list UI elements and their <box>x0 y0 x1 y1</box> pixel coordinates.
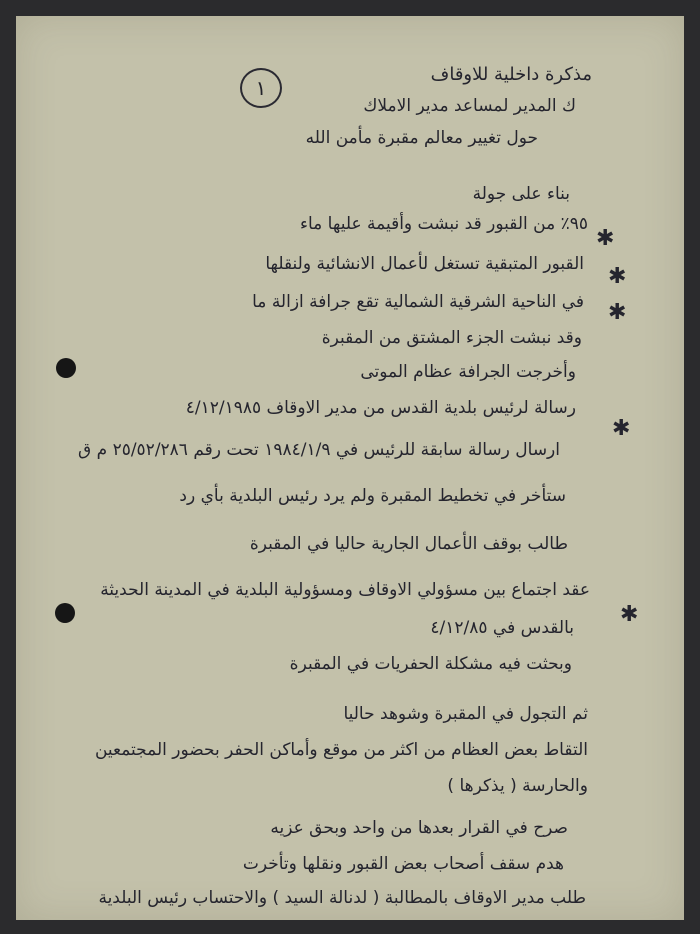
text-line: بالقدس في ٤/١٢/٨٥ <box>430 618 574 638</box>
text-line: والحارسة ( يذكرها ) <box>447 776 588 796</box>
memo-title: مذكرة داخلية للاوقاف <box>430 64 592 85</box>
bullet-mark: ✱ <box>620 602 639 627</box>
punch-hole <box>55 603 75 623</box>
text-line: طالب بوقف الأعمال الجارية حاليا في المقبرة <box>249 534 568 554</box>
page-number: ١ <box>240 68 282 108</box>
text-line: وبحثت فيه مشكلة الحفريات في المقبرة <box>289 654 572 674</box>
text-line: وأخرجت الجرافة عظام الموتى <box>360 362 576 382</box>
bullet-text: عقد اجتماع بين مسؤولي الاوقاف ومسؤولية البلدية في المدينة الحديثة <box>100 580 590 600</box>
text-line: طلب مدير الاوقاف بالمطالبة ( لدنالة السيد ) والاحتساب رئيس البلدية <box>98 888 586 908</box>
punch-hole <box>56 358 76 378</box>
text-line: صرح في القرار بعدها من واحد وبحق عزيه <box>270 818 568 838</box>
intro-line: بناء على جولة <box>472 184 570 204</box>
memo-subject: حول تغيير معالم مقبرة مأمن الله <box>305 128 538 148</box>
bullet-text: ٩٥٪ من القبور قد نبشت وأقيمة عليها ماء <box>300 214 588 234</box>
bullet-mark: ✱ <box>608 300 627 325</box>
bullet-mark: ✱ <box>596 226 615 251</box>
text-line: ستأخر في تخطيط المقبرة ولم يرد رئيس البلدية بأي رد <box>179 486 566 506</box>
bullet-mark: ✱ <box>612 416 631 441</box>
text-line: هدم سقف أصحاب بعض القبور ونقلها وتأخرت <box>242 854 564 874</box>
memo-recipient: ك المدير لمساعد مدير الاملاك <box>363 96 576 116</box>
text-line: التقاط بعض العظام من اكثر من موقع وأماكن الحفر بحضور المجتمعين <box>94 740 588 760</box>
bullet-text: رسالة لرئيس بلدية القدس من مدير الاوقاف ٤/١٢/١٩٨٥ <box>185 398 576 418</box>
text-line: وقد نبشت الجزء المشتق من المقبرة <box>321 328 582 348</box>
text-line: ثم التجول في المقبرة وشوهد حاليا <box>343 704 588 724</box>
bullet-mark: ✱ <box>608 264 627 289</box>
text-line: ارسال رسالة سابقة للرئيس في ١٩٨٤/١/٩ تحت رقم ٢٥/٥٢/٢٨٦ م ق <box>78 440 560 460</box>
bullet-text: القبور المتبقية تستغل لأعمال الانشائية ولنقلها <box>265 254 584 274</box>
document-sheet <box>16 16 684 920</box>
bullet-text: في الناحية الشرقية الشمالية تقع جرافة ازالة ما <box>252 292 584 312</box>
